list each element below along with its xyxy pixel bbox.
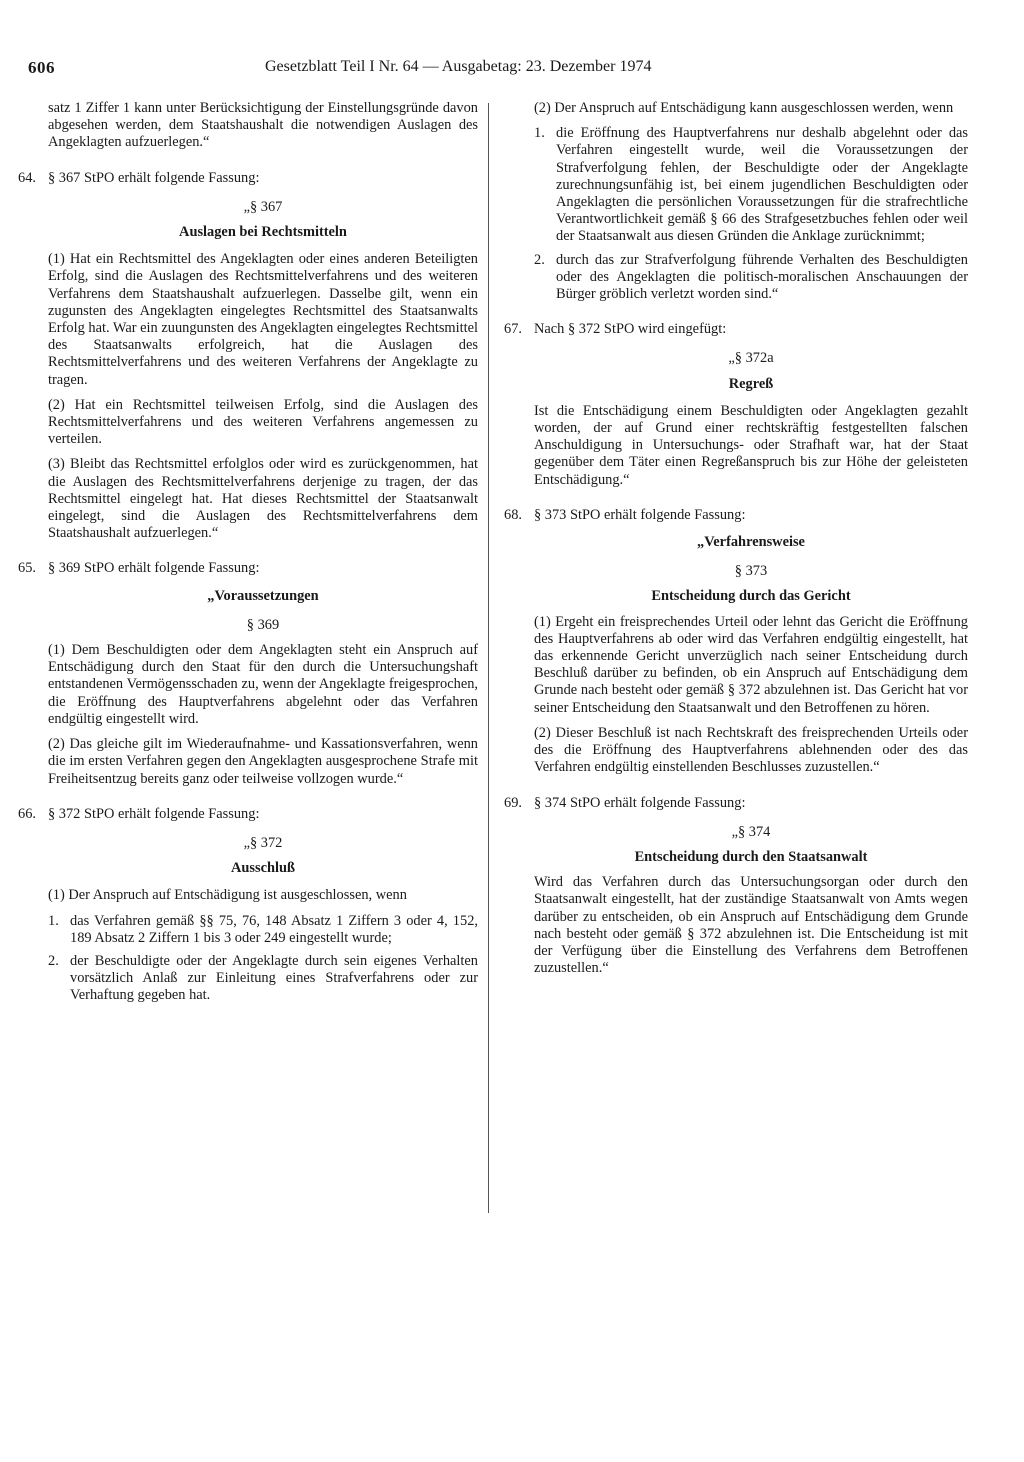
list-item	[534, 252, 968, 304]
item-number: 68.	[504, 506, 522, 523]
item-65	[18, 560, 478, 577]
paragraph: (3) Bleibt das Rechtsmittel erfolglos oder wird es zurückgenommen, hat die Auslagen des Rechtsmittelverfahrens derjenige zu tragen, der das Rechtsmittel eingelegt hat. Hat dieses Rechtsmittel der Staatsanwalt eingelegt, sind die Auslagen des Rechtsmittelverfahrens dem Staatshaushalt aufzuerlegen.“	[48, 456, 478, 542]
item-number: 65.	[18, 560, 36, 577]
list-text: die Eröffnung des Hauptverfahrens nur deshalb abgelehnt oder das Verfahren eingestellt wurde, weil die Voraussetzungen der Strafverfolgung fehlen, der Beschuldigte oder der Angeklagte zurechnungsunfähig ist, bei einem jugendlichen Beschuldigten oder Angeklagten die persönlichen Voraussetzungen für die strafrechtliche Verantwortlichkeit gemäß § 66 des Strafgesetzbuches fehlen oder weil der Staatsanwalt aus diesen Gründen die Anklage zurücknimmt;	[556, 125, 968, 245]
item-text: § 367 StPO erhält folgende Fassung:	[48, 169, 260, 186]
item-text: § 372 StPO erhält folgende Fassung:	[48, 805, 260, 822]
section-number: „§ 372a	[728, 350, 774, 367]
section-heading: „Voraussetzungen	[207, 587, 319, 604]
paragraph: Ist die Entschädigung einem Beschuldigten oder Angeklagten gezahlt worden, der auf Grund einer rechtskräftig festgestellten falschen Anschuldigung in Untersuchungs- oder Strafhaft war, hat der Staat gegenüber dem Täter einen Regreßanspruch bis zur Höhe der geleisteten Entschädigung.“	[534, 402, 968, 488]
section-number: „§ 372	[243, 834, 283, 851]
section-heading: Entscheidung durch den Staatsanwalt	[634, 848, 868, 865]
paragraph: Wird das Verfahren durch das Untersuchungsorgan oder durch den Staatsanwalt eingestellt, hat der zuständige Staatsanwalt von Amts wegen darüber zu entscheiden, ob ein Anspruch auf Entschädigung dem Grunde nach besteht oder gemäß § 372 abzulehnen ist. Die Entscheidung ist mit der Verfügung über die Einstellung des Verfahrens dem Betroffenen zuzustellen.“	[534, 874, 968, 977]
section-subheading: Entscheidung durch das Gericht	[651, 588, 851, 605]
item-number: 67.	[504, 321, 522, 338]
paragraph: (1) Dem Beschuldigten oder dem Angeklagten steht ein Anspruch auf Entschädigung durch den Staat für den durch die Untersuchungshaft entstandenen Vermögensschaden zu, wenn der Angeklagte freigesprochen, die Eröffnung des Hauptverfahrens abgelehnt oder das Verfahren endgültig eingestellt wird.	[48, 642, 478, 727]
item-text: § 369 StPO erhält folgende Fassung:	[48, 560, 260, 577]
page-header-title: Gesetzblatt Teil I Nr. 64 — Ausgabetag: 23. Dezember 1974	[265, 58, 652, 75]
right-column	[504, 100, 968, 985]
list-number: 1.	[534, 125, 545, 142]
item-number: 66.	[18, 805, 36, 822]
item-text: Nach § 372 StPO wird eingefügt:	[534, 321, 727, 338]
list-text: durch das zur Strafverfolgung führende Verhalten des Beschuldigten oder des Angeklagten die politisch-moralischen Anschauungen der Bürger gröblich verletzt worden sind.“	[556, 251, 968, 303]
section-heading: Auslagen bei Rechtsmitteln	[179, 224, 347, 241]
paragraph: (1) Ergeht ein freisprechendes Urteil oder lehnt das Gericht die Eröffnung des Hauptverfahrens ab oder wird das Verfahren endgültig eingestellt, hat das erkennende Gericht unverzüglich nach seiner Entscheidung durch Beschluß darüber zu befinden, ob ein Anspruch auf Entschädigung dem Grunde nach besteht oder gemäß § 372 abzulehnen ist. Das Gericht hat vor seiner Entscheidung den Staatsanwalt und den Betroffenen zu hören.	[534, 613, 968, 716]
list-number: 2.	[534, 251, 545, 268]
item-text: § 373 StPO erhält folgende Fassung:	[534, 506, 746, 523]
section-heading: Ausschluß	[231, 860, 295, 877]
list-number: 1.	[48, 912, 59, 929]
list-text: der Beschuldigte oder der Angeklagte durch sein eigenes Verhalten vorsätzlich Anlaß zur Einleitung eines Strafverfahrens oder zur Verhaftung gegeben hat.	[70, 952, 478, 1004]
item-number: 69.	[504, 794, 522, 811]
paragraph: (2) Dieser Beschluß ist nach Rechtskraft des freisprechenden Urteils oder des die Eröffnung des Hauptverfahrens ablehnenden oder des das Verfahren endgültig einstellenden Beschlusses zuzustellen.“	[534, 724, 968, 776]
item-64	[18, 169, 478, 187]
section-heading: Regreß	[728, 375, 774, 392]
item-67	[504, 321, 968, 338]
item-68	[504, 506, 968, 524]
list-text: das Verfahren gemäß §§ 75, 76, 148 Absatz 1 Ziffern 3 oder 4, 152, 189 Absatz 2 Ziffern 1 bis 3 oder 249 eingestellt wurde;	[70, 912, 478, 946]
column-divider	[488, 103, 489, 1213]
section-number: § 373	[734, 563, 768, 580]
item-number: 64.	[18, 169, 36, 186]
page-number: 606	[28, 58, 55, 77]
section-number: § 369	[246, 616, 280, 633]
item-69	[504, 794, 968, 812]
paragraph: (2) Der Anspruch auf Entschädigung kann ausgeschlossen werden, wenn	[534, 100, 954, 116]
section-heading: „Verfahrensweise	[697, 534, 805, 551]
item-66	[18, 805, 478, 823]
left-column	[18, 100, 478, 1011]
item-text: § 374 StPO erhält folgende Fassung:	[534, 794, 746, 811]
paragraph: (2) Hat ein Rechtsmittel teilweisen Erfolg, sind die Auslagen des Rechtsmittelverfahrens und des weiteren Verfahrens angemessen zu verteilen.	[48, 396, 478, 448]
list-item	[534, 125, 968, 245]
list-item	[48, 913, 478, 947]
section-number: „§ 367	[243, 198, 283, 215]
list-number: 2.	[48, 952, 59, 969]
paragraph: (1) Der Anspruch auf Entschädigung ist ausgeschlossen, wenn	[48, 887, 407, 904]
paragraph: (1) Hat ein Rechtsmittel des Angeklagten oder eines anderen Beteiligten Erfolg, sind die Auslagen des Rechtsmittelverfahrens und des weiteren Verfahrens dem Staatshaushalt aufzuerlegen. Dasselbe gilt, wenn ein zugunsten des Angeklagten eingelegtes Rechtsmittel des Staatsanwalts Erfolg hat. War ein zuungunsten des Angeklagten eingelegtes Rechtsmittel des Staatsanwalts erfolgreich, hat die Auslagen des Rechtsmittelverfahrens und des weiteren Verfahrens der Angeklagte zu tragen.	[48, 251, 478, 388]
section-number: „§ 374	[731, 823, 771, 840]
paragraph: (2) Das gleiche gilt im Wiederaufnahme- und Kassationsverfahren, wenn die im ersten Verfahren gegen den Angeklagten ausgesprochene Strafe mit Freiheitsentzug bereits ganz oder teilweise vollzogen wurde.“	[48, 736, 478, 787]
intro-paragraph: satz 1 Ziffer 1 kann unter Berücksichtigung der Einstellungsgründe davon abgesehen werden, dem Staatshaushalt die notwendigen Auslagen des Angeklagten aufzuerlegen.“	[48, 100, 478, 151]
list-item	[48, 953, 478, 1005]
